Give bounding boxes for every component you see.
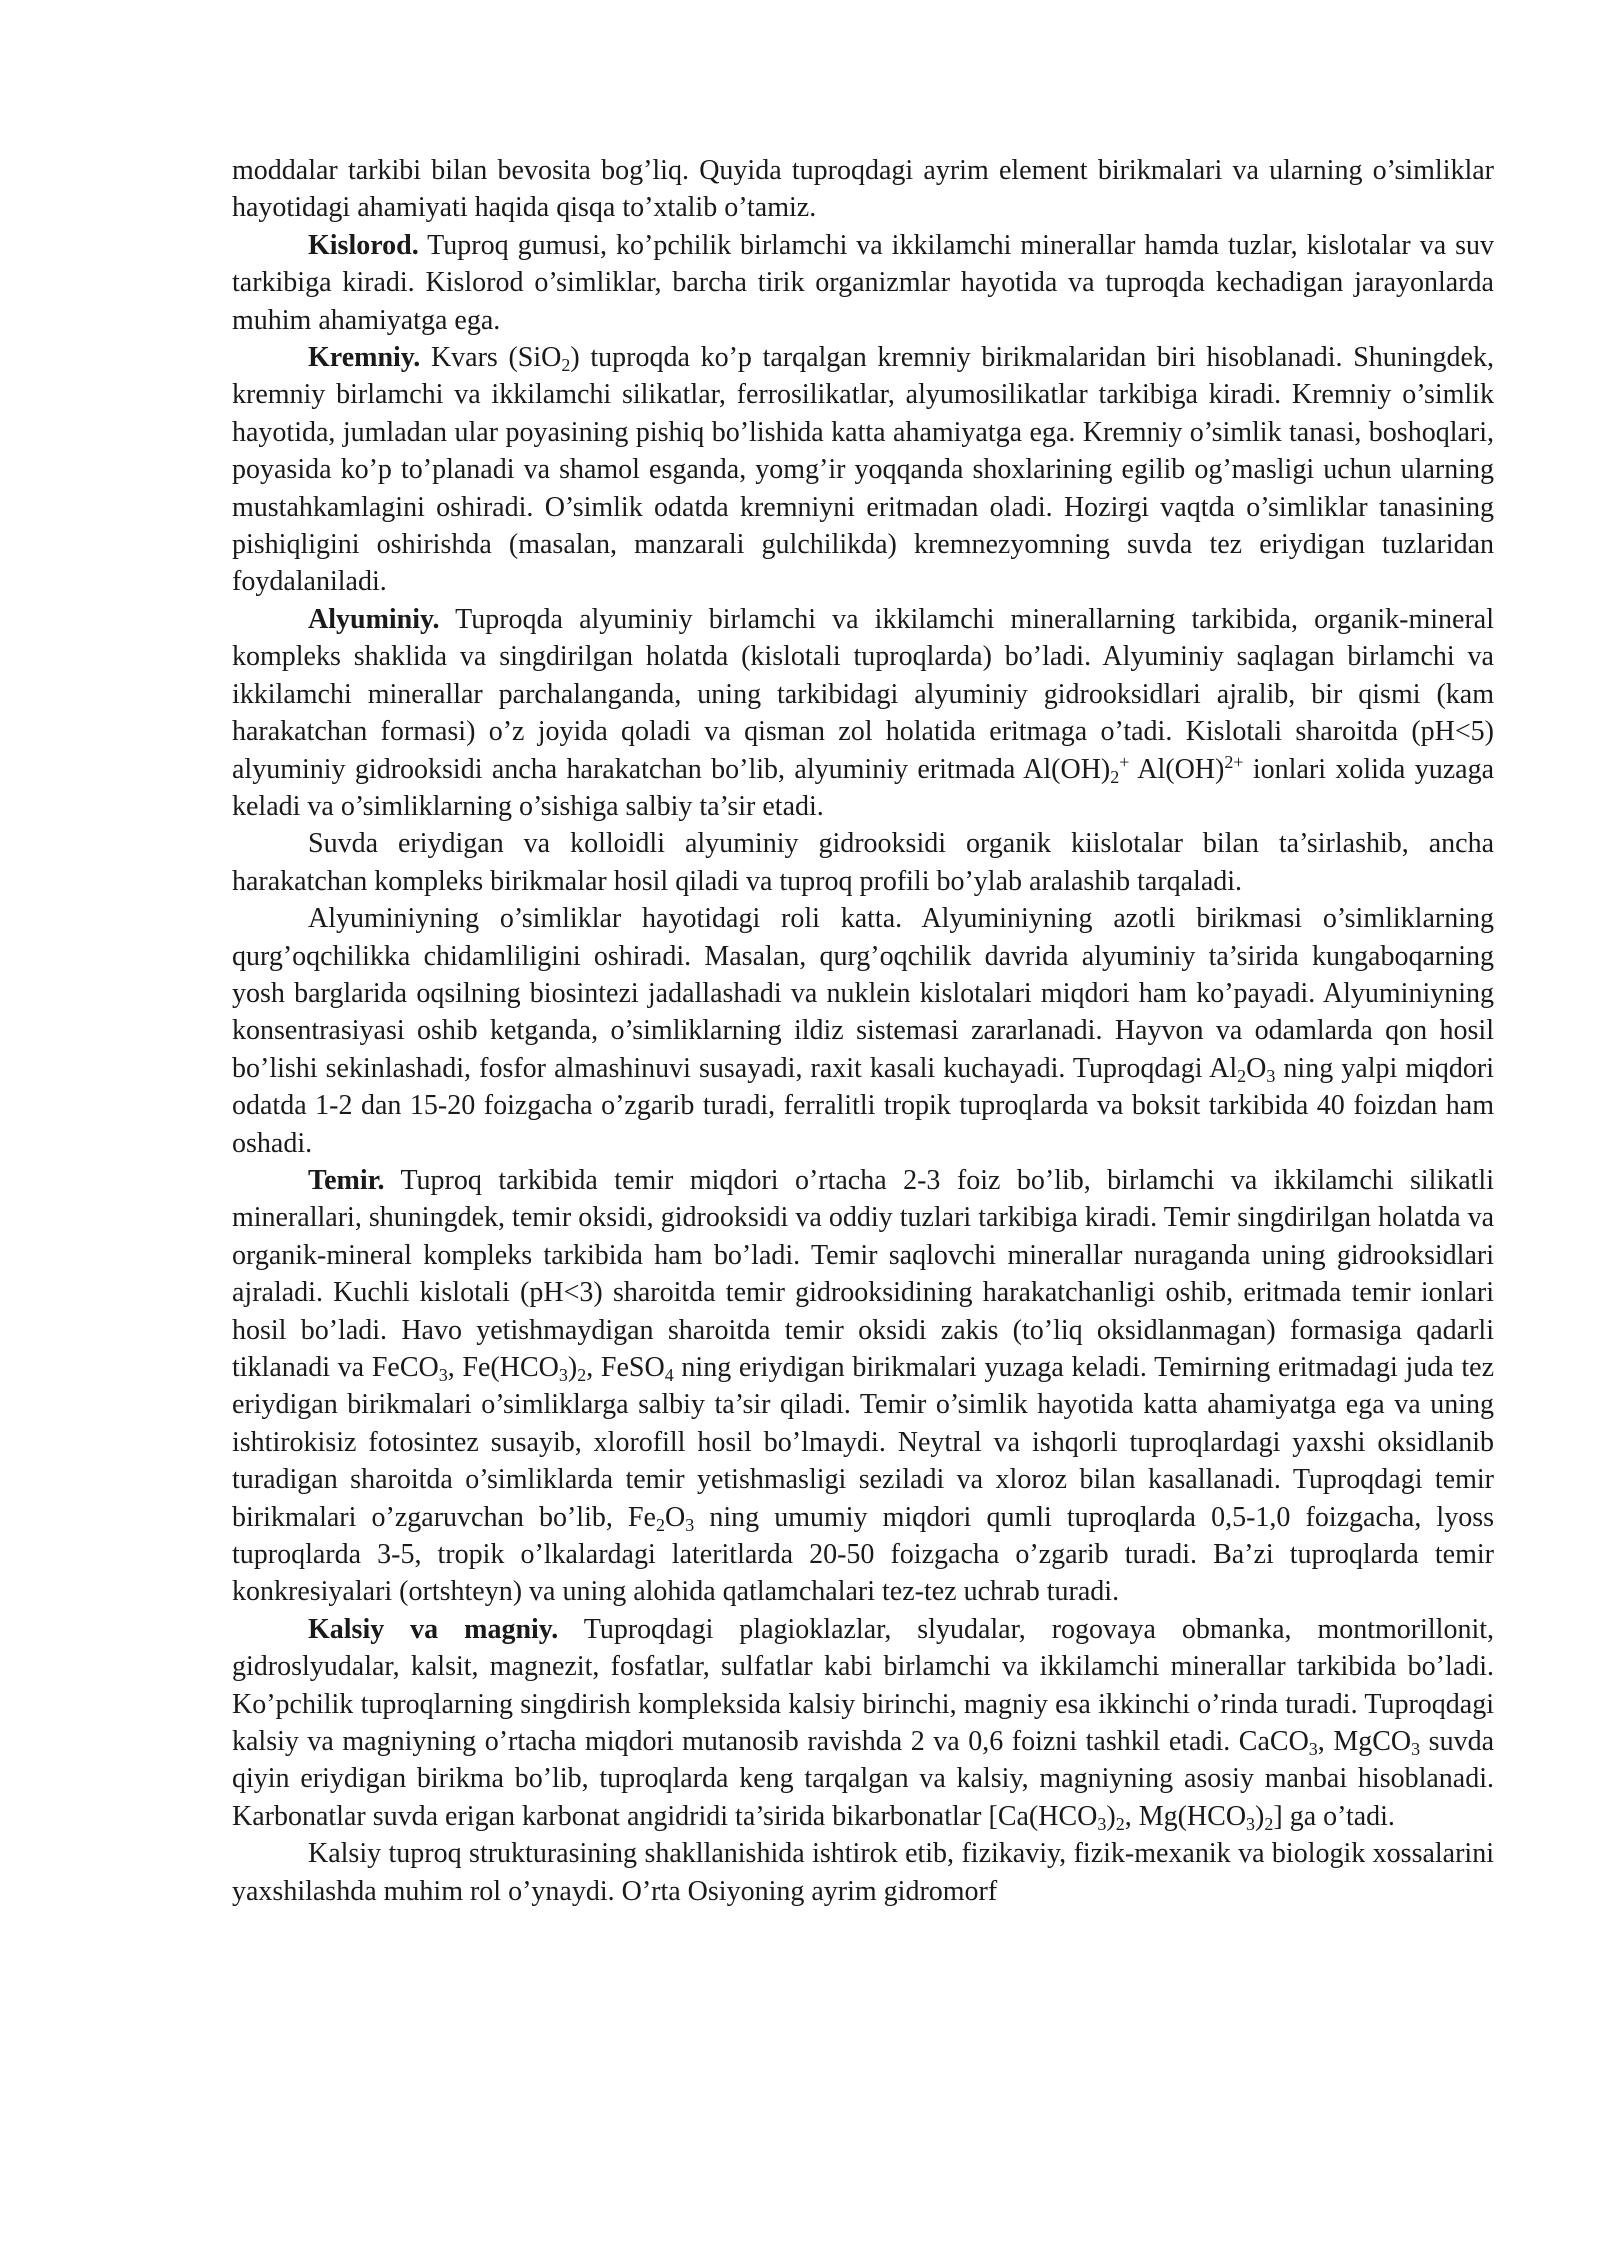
subscript: 3 (1097, 1813, 1107, 1834)
text-run: ) (567, 1352, 578, 1383)
subscript: 2 (561, 355, 571, 376)
superscript: 2+ (1224, 751, 1244, 772)
text-run: ning umumiy miqdori qumli tuproqlarda 0,5-1,0 foizgacha, lyoss tuproqlarda 3-5, tropik o’lkalardagi lateritlarda 20-50 foizgacha o’zgarib turadi. Ba’zi tuproqlarda temir konkresiyalari (ortshteyn) va uning alohida qatlamchalari tez-tez uchrab turadi. (232, 1501, 1494, 1608)
text-run: , Fe(HCO (447, 1352, 559, 1383)
text-run: , MgCO (1317, 1726, 1412, 1758)
paragraph (232, 825, 1494, 900)
text-run: Al(OH) (1129, 753, 1225, 785)
subscript: 3 (685, 1514, 695, 1535)
paragraph (232, 900, 1494, 1162)
text-run: Kvars (SiO (420, 342, 562, 374)
text-run: Kalsiy tuproq strukturasining shakllanishida ishtirok etib, fizikaviy, fizik-mexanik va biologik xossalarini yaxshilashda muhim rol o’ynaydi. O’rta Osiyoning ayrim gidromorf (232, 1838, 1494, 1907)
section-heading: Kalsiy va magniy. (308, 1613, 559, 1645)
paragraph (232, 152, 1494, 227)
section-heading: Kremniy. (308, 342, 421, 374)
subscript: 3 (1411, 1739, 1421, 1760)
section-heading: Temir. (308, 1164, 385, 1196)
text-run: ) tuproqda ko’p tarqalgan kremniy birikmalaridan biri hisoblanadi. Shuningdek, kremniy birlamchi va ikkilamchi silikatlar, ferrosilikatlar, alyumosilikatlar tarkibiga kiradi. Kremniy o’simlik hayotida, jumladan ular poyasining pishiq bo’lishida katta ahamiyatga ega. Kremniy o’simlik tanasi, boshoqlari, poyasida ko’p to’planadi va shamol esganda, yomg’ir yoqqanda shoxlarining egilib og’masligi uchun ularning mustahkamlagini oshiradi. O’simlik odatda kremniyni eritmadan oladi. Hozirgi vaqtda o’simliklar tanasining pishiqligini oshirishda (masalan, manzarali gulchilikda) kremnezyomning suvda tez eriydigan tuzlaridan foydalaniladi. (232, 342, 1494, 598)
text-run: O (1246, 1052, 1267, 1084)
subscript: 2 (1115, 1813, 1125, 1834)
paragraph (232, 227, 1494, 339)
subscript: 2 (1237, 1065, 1247, 1086)
text-run: moddalar tarkibi bilan bevosita bog’liq. Quyida tuproqdagi ayrim element birikmalari va ularning o’simliklar hayotidagi ahamiyati haqida qisqa to’xtalib o’tamiz. (232, 155, 1494, 224)
text-run: Tuproqdagi plagioklazlar, slyudalar, rogovaya obmanka, montmorillonit, gidroslyudalar, kalsit, magnezit, fosfatlar, sulfatlar kabi birlamchi va ikkilamchi minerallar tarkibida bo’ladi. Ko’pchilik tuproqlarning singdirish kompleksida kalsiy birinchi, magniy esa ikkinchi o’rinda turadi. Tuproqdagi kalsiy va magniyning o’rtacha miqdori mutanosib ravishda 2 va 0,6 foizni tashkil etadi. CaCO (232, 1613, 1494, 1758)
text-run: ionlari xolida yuzaga keladi va o’simliklarning o’sishiga salbiy ta’sir etadi. (232, 753, 1495, 822)
text-run: , Mg(HCO (1124, 1800, 1247, 1832)
text-run: Tuproqda alyuminiy birlamchi va ikkilamchi minerallarning tarkibida, organik-mineral kompleks shaklida va singdirilgan holatda (kislotali tuproqlarda) bo’ladi. Alyuminiy saqlagan birlamchi va ikkilamchi minerallar parchalanganda, uning tarkibidagi alyuminiy gidrooksidlari ajralib, bir qismi (kam harakatchan formasi) o’z joyida qoladi va qisman zol holatida eritmaga o’tadi. Kislotali sharoitda (pH<5) alyuminiy gidrooksidi ancha harakatchan bo’lib, alyuminiy eritmada Al(OH) (232, 603, 1494, 785)
section-heading: Kislorod. (308, 229, 419, 261)
subscript: 3 (1246, 1813, 1256, 1834)
subscript: 3 (438, 1365, 448, 1385)
text-run: ning yalpi miqdori odatda 1-2 dan 15-20 foizgacha o’zgarib turadi, ferralitli tropik tuproqlarda va boksit tarkibida 40 foizdan ham oshadi. (232, 1052, 1494, 1159)
text-run: ) (1255, 1800, 1265, 1832)
section-heading: Alyuminiy. (308, 603, 440, 635)
text-run: Tuproq tarkibida temir miqdori o’rtacha 2-3 foiz bo’lib, birlamchi va ikkilamchi silikatli minerallari, shuningdek, temir oksidi, gidrooksidi va oddiy tuzlari tarkibiga kiradi. Temir singdirilgan holatda va organik-mineral kompleks tarkibida ham bo’ladi. Temir saqlovchi minerallar nuraganda uning gidrooksidlari ajraladi. Kuchli kislotali (pH<3) sharoitda temir gidrooksidining harakatchanligi oshib, eritmada temir ionlari hosil bo’ladi. Havo yetishmaydigan sharoitda temir oksidi zakis (to’liq oksidlanmagan) formasiga qadarli tiklanadi va FeCO (232, 1164, 1494, 1383)
text-run: Tuproq gumusi, ko’pchilik birlamchi va ikkilamchi minerallar hamda tuzlar, kislotalar va suv tarkibiga kiradi. Kislorod o’simliklar, barcha tirik organizmlar hayotida va tuproqda kechadigan jarayonlarda muhim ahamiyatga ega. (232, 229, 1494, 336)
subscript: 3 (1308, 1739, 1318, 1760)
text-run: suvda qiyin eriydigan birikma bo’lib, tuproqlarda keng tarqalgan va kalsiy, magniyning asosiy manbai hisoblanadi. Karbonatlar suvda erigan karbonat angidridi ta’sirida bikarbonatlar [Ca(HCO (232, 1726, 1495, 1832)
superscript: + (1119, 751, 1130, 772)
subscript: 2 (655, 1514, 665, 1535)
paragraph (232, 601, 1494, 825)
text-run: , FeSO (586, 1352, 665, 1383)
paragraph (232, 1611, 1494, 1835)
paragraph (232, 339, 1494, 601)
text-run: ning eriydigan birikmalari yuzaga keladi. Temirning eritmadagi juda tez eriydigan birikmalari o’simliklarga salbiy ta’sir qiladi. Temir o’simlik hayotida katta ahamiyatga ega va uning ishtirokisiz fotosintez susayib, xlorofill hosil bo’lmaydi. Neytral va ishqorli tuproqlardagi yaxshi oksidlanib turadigan sharoitda o’simliklarda temir yetishmasligi seziladi va xloroz bilan kasallanadi. Tuproqdagi temir birikmalari o’zgaruvchan bo’lib, Fe (232, 1352, 1495, 1533)
document-page (232, 152, 1494, 1910)
subscript: 3 (1266, 1065, 1276, 1086)
subscript: 3 (558, 1365, 568, 1385)
paragraph (232, 1162, 1494, 1611)
text-run: Suvda eriydigan va kolloidli alyuminiy gidrooksidi organik kiislotalar bilan ta’sirlashib, ancha harakatchan kompleks birikmalar hosil qiladi va tuproq profili bo’ylab aralashib tarqaladi. (232, 828, 1494, 897)
text-run: ] ga o’tadi. (1273, 1800, 1395, 1832)
text-run: O (664, 1501, 686, 1533)
subscript: 2 (1264, 1813, 1274, 1834)
text-run: Alyuminiyning o’simliklar hayotidagi roli katta. Alyuminiyning azotli birikmasi o’simliklarning qurg’oqchilikka chidamliligini oshiradi. Masalan, qurg’oqchilik davrida alyuminiy ta’sirida kungaboqarning yosh barglarida oqsilning biosintezi jadallashadi va nuklein kislotalari miqdori ham ko’payadi. Alyuminiyning konsentrasiyasi oshib ketganda, o’simliklarning ildiz sistemasi zararlanadi. Hayvon va odamlarda qon hosil bo’lishi sekinlashadi, fosfor almashinuvi susayadi, raxit kasali kuchayadi. Tuproqdagi Al (232, 903, 1494, 1084)
subscript: 2 (577, 1365, 587, 1385)
subscript: 2 (1110, 766, 1120, 787)
text-run: ) (1106, 1800, 1116, 1832)
subscript: 4 (664, 1365, 674, 1385)
paragraph (232, 1835, 1494, 1910)
